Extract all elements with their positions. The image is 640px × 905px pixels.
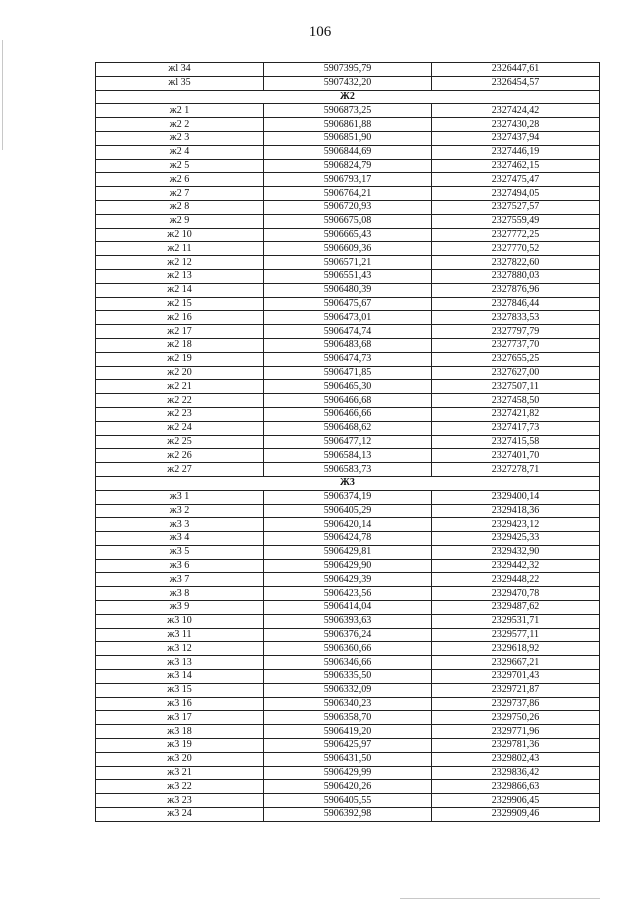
x-coordinate-cell: 5906844,69 xyxy=(264,145,432,159)
x-coordinate-cell: 5906571,21 xyxy=(264,256,432,270)
y-coordinate-cell: 2327822,60 xyxy=(432,256,600,270)
x-coordinate-cell: 5906583,73 xyxy=(264,463,432,477)
table-row xyxy=(96,559,600,573)
point-label-cell: ж2 5 xyxy=(96,159,264,173)
x-coordinate-cell: 5906419,20 xyxy=(264,725,432,739)
x-coordinate-cell: 5906340,23 xyxy=(264,697,432,711)
x-coordinate-cell: 5906358,70 xyxy=(264,711,432,725)
x-coordinate-cell: 5906376,24 xyxy=(264,628,432,642)
x-coordinate-cell: 5906466,68 xyxy=(264,394,432,408)
y-coordinate-cell: 2327430,28 xyxy=(432,118,600,132)
x-coordinate-cell: 5906346,66 xyxy=(264,656,432,670)
x-coordinate-cell: 5906551,43 xyxy=(264,269,432,283)
table-row xyxy=(96,449,600,463)
x-coordinate-cell: 5906861,88 xyxy=(264,118,432,132)
point-label-cell: ж3 17 xyxy=(96,711,264,725)
table-row xyxy=(96,642,600,656)
y-coordinate-cell: 2327559,49 xyxy=(432,214,600,228)
y-coordinate-cell: 2329701,43 xyxy=(432,670,600,684)
x-coordinate-cell: 5906609,36 xyxy=(264,242,432,256)
point-label-cell: ж2 25 xyxy=(96,435,264,449)
x-coordinate-cell: 5906474,73 xyxy=(264,352,432,366)
table-row xyxy=(96,518,600,532)
x-coordinate-cell: 5906335,50 xyxy=(264,670,432,684)
x-coordinate-cell: 5906420,26 xyxy=(264,780,432,794)
point-label-cell: ж3 23 xyxy=(96,794,264,808)
point-label-cell: ж3 6 xyxy=(96,559,264,573)
x-coordinate-cell: 5906475,67 xyxy=(264,297,432,311)
table-row xyxy=(96,366,600,380)
y-coordinate-cell: 2327737,70 xyxy=(432,338,600,352)
table-row xyxy=(96,118,600,132)
point-label-cell: ж2 1 xyxy=(96,104,264,118)
y-coordinate-cell: 2329771,96 xyxy=(432,725,600,739)
y-coordinate-cell: 2327833,53 xyxy=(432,311,600,325)
table-row xyxy=(96,683,600,697)
y-coordinate-cell: 2327278,71 xyxy=(432,463,600,477)
table-row xyxy=(96,214,600,228)
point-label-cell: ж3 9 xyxy=(96,601,264,615)
y-coordinate-cell: 2327417,73 xyxy=(432,421,600,435)
x-coordinate-cell: 5906584,13 xyxy=(264,449,432,463)
x-coordinate-cell: 5906466,66 xyxy=(264,407,432,421)
point-label-cell: ж2 7 xyxy=(96,187,264,201)
table-row xyxy=(96,808,600,822)
point-label-cell: ж3 19 xyxy=(96,739,264,753)
table-row xyxy=(96,573,600,587)
point-label-cell: ж3 12 xyxy=(96,642,264,656)
section-heading: Ж3 xyxy=(96,476,600,490)
point-label-cell: ж2 11 xyxy=(96,242,264,256)
table-row xyxy=(96,311,600,325)
y-coordinate-cell: 2327797,79 xyxy=(432,325,600,339)
point-label-cell: ж2 23 xyxy=(96,407,264,421)
point-label-cell: ж3 7 xyxy=(96,573,264,587)
y-coordinate-cell: 2329909,46 xyxy=(432,808,600,822)
x-coordinate-cell: 5906393,63 xyxy=(264,614,432,628)
y-coordinate-cell: 2326447,61 xyxy=(432,63,600,77)
point-label-cell: ж2 20 xyxy=(96,366,264,380)
table-row xyxy=(96,269,600,283)
y-coordinate-cell: 2329750,26 xyxy=(432,711,600,725)
x-coordinate-cell: 5906374,19 xyxy=(264,490,432,504)
point-label-cell: ж3 24 xyxy=(96,808,264,822)
table-row xyxy=(96,739,600,753)
y-coordinate-cell: 2329423,12 xyxy=(432,518,600,532)
point-label-cell: ж3 3 xyxy=(96,518,264,532)
coordinates-table-body xyxy=(96,63,600,822)
table-row xyxy=(96,242,600,256)
x-coordinate-cell: 5906474,74 xyxy=(264,325,432,339)
y-coordinate-cell: 2329442,32 xyxy=(432,559,600,573)
table-row xyxy=(96,421,600,435)
point-label-cell: ж2 27 xyxy=(96,463,264,477)
y-coordinate-cell: 2329667,21 xyxy=(432,656,600,670)
x-coordinate-cell: 5907395,79 xyxy=(264,63,432,77)
table-row xyxy=(96,601,600,615)
point-label-cell: ж2 10 xyxy=(96,228,264,242)
x-coordinate-cell: 5906483,68 xyxy=(264,338,432,352)
point-label-cell: ж3 4 xyxy=(96,532,264,546)
y-coordinate-cell: 2329781,36 xyxy=(432,739,600,753)
x-coordinate-cell: 5906332,09 xyxy=(264,683,432,697)
table-row xyxy=(96,407,600,421)
point-label-cell: ж3 21 xyxy=(96,766,264,780)
y-coordinate-cell: 2329470,78 xyxy=(432,587,600,601)
x-coordinate-cell: 5906423,56 xyxy=(264,587,432,601)
x-coordinate-cell: 5906405,29 xyxy=(264,504,432,518)
scan-artifact-bottom xyxy=(400,898,600,899)
y-coordinate-cell: 2327772,25 xyxy=(432,228,600,242)
x-coordinate-cell: 5906764,21 xyxy=(264,187,432,201)
y-coordinate-cell: 2327876,96 xyxy=(432,283,600,297)
point-label-cell: ж2 18 xyxy=(96,338,264,352)
section-heading-row xyxy=(96,476,600,490)
section-heading-row xyxy=(96,90,600,104)
y-coordinate-cell: 2329866,63 xyxy=(432,780,600,794)
table-row xyxy=(96,352,600,366)
y-coordinate-cell: 2327446,19 xyxy=(432,145,600,159)
point-label-cell: ж2 12 xyxy=(96,256,264,270)
y-coordinate-cell: 2329737,86 xyxy=(432,697,600,711)
point-label-cell: ж3 18 xyxy=(96,725,264,739)
point-label-cell: ж2 15 xyxy=(96,297,264,311)
x-coordinate-cell: 5906392,98 xyxy=(264,808,432,822)
table-row xyxy=(96,187,600,201)
point-label-cell: ж2 3 xyxy=(96,131,264,145)
y-coordinate-cell: 2329721,87 xyxy=(432,683,600,697)
y-coordinate-cell: 2327437,94 xyxy=(432,131,600,145)
point-label-cell: ж3 8 xyxy=(96,587,264,601)
y-coordinate-cell: 2329906,45 xyxy=(432,794,600,808)
table-row xyxy=(96,766,600,780)
y-coordinate-cell: 2329531,71 xyxy=(432,614,600,628)
y-coordinate-cell: 2327462,15 xyxy=(432,159,600,173)
x-coordinate-cell: 5906851,90 xyxy=(264,131,432,145)
x-coordinate-cell: 5906429,99 xyxy=(264,766,432,780)
x-coordinate-cell: 5906873,25 xyxy=(264,104,432,118)
table-row xyxy=(96,145,600,159)
y-coordinate-cell: 2329418,36 xyxy=(432,504,600,518)
table-row xyxy=(96,697,600,711)
table-row xyxy=(96,711,600,725)
table-row xyxy=(96,228,600,242)
y-coordinate-cell: 2327475,47 xyxy=(432,173,600,187)
point-label-cell: ж2 4 xyxy=(96,145,264,159)
x-coordinate-cell: 5906793,17 xyxy=(264,173,432,187)
point-label-cell: ж2 17 xyxy=(96,325,264,339)
y-coordinate-cell: 2329487,62 xyxy=(432,601,600,615)
table-row xyxy=(96,200,600,214)
x-coordinate-cell: 5906675,08 xyxy=(264,214,432,228)
table-row xyxy=(96,76,600,90)
y-coordinate-cell: 2327507,11 xyxy=(432,380,600,394)
y-coordinate-cell: 2329577,11 xyxy=(432,628,600,642)
x-coordinate-cell: 5906473,01 xyxy=(264,311,432,325)
x-coordinate-cell: 5906360,66 xyxy=(264,642,432,656)
y-coordinate-cell: 2327527,57 xyxy=(432,200,600,214)
table-row xyxy=(96,752,600,766)
point-label-cell: ж2 21 xyxy=(96,380,264,394)
point-label-cell: ж3 15 xyxy=(96,683,264,697)
x-coordinate-cell: 5906424,78 xyxy=(264,532,432,546)
x-coordinate-cell: 5906429,90 xyxy=(264,559,432,573)
y-coordinate-cell: 2327846,44 xyxy=(432,297,600,311)
table-row xyxy=(96,104,600,118)
x-coordinate-cell: 5906465,30 xyxy=(264,380,432,394)
point-label-cell: жl 34 xyxy=(96,63,264,77)
table-row xyxy=(96,670,600,684)
x-coordinate-cell: 5906477,12 xyxy=(264,435,432,449)
y-coordinate-cell: 2329400,14 xyxy=(432,490,600,504)
y-coordinate-cell: 2329448,22 xyxy=(432,573,600,587)
table-row xyxy=(96,380,600,394)
y-coordinate-cell: 2327421,82 xyxy=(432,407,600,421)
scan-artifact-left xyxy=(2,40,3,150)
point-label-cell: ж2 16 xyxy=(96,311,264,325)
section-heading: Ж2 xyxy=(96,90,600,104)
table-row xyxy=(96,463,600,477)
x-coordinate-cell: 5906414,04 xyxy=(264,601,432,615)
table-row xyxy=(96,173,600,187)
point-label-cell: ж3 2 xyxy=(96,504,264,518)
table-row xyxy=(96,256,600,270)
table-row xyxy=(96,63,600,77)
table-row xyxy=(96,435,600,449)
table-row xyxy=(96,725,600,739)
x-coordinate-cell: 5906665,43 xyxy=(264,228,432,242)
x-coordinate-cell: 5906429,39 xyxy=(264,573,432,587)
table-row xyxy=(96,587,600,601)
table-row xyxy=(96,394,600,408)
x-coordinate-cell: 5906480,39 xyxy=(264,283,432,297)
point-label-cell: ж3 10 xyxy=(96,614,264,628)
table-row xyxy=(96,780,600,794)
y-coordinate-cell: 2327627,00 xyxy=(432,366,600,380)
point-label-cell: ж2 26 xyxy=(96,449,264,463)
x-coordinate-cell: 5906720,93 xyxy=(264,200,432,214)
y-coordinate-cell: 2329836,42 xyxy=(432,766,600,780)
table-row xyxy=(96,325,600,339)
point-label-cell: ж3 20 xyxy=(96,752,264,766)
y-coordinate-cell: 2329618,92 xyxy=(432,642,600,656)
point-label-cell: ж2 9 xyxy=(96,214,264,228)
point-label-cell: ж3 11 xyxy=(96,628,264,642)
point-label-cell: ж2 2 xyxy=(96,118,264,132)
y-coordinate-cell: 2327655,25 xyxy=(432,352,600,366)
table-row xyxy=(96,545,600,559)
point-label-cell: ж2 19 xyxy=(96,352,264,366)
x-coordinate-cell: 5906468,62 xyxy=(264,421,432,435)
table-row xyxy=(96,338,600,352)
y-coordinate-cell: 2327415,58 xyxy=(432,435,600,449)
y-coordinate-cell: 2327770,52 xyxy=(432,242,600,256)
point-label-cell: ж2 14 xyxy=(96,283,264,297)
point-label-cell: ж2 13 xyxy=(96,269,264,283)
point-label-cell: ж3 22 xyxy=(96,780,264,794)
table-row xyxy=(96,490,600,504)
point-label-cell: ж3 1 xyxy=(96,490,264,504)
y-coordinate-cell: 2327880,03 xyxy=(432,269,600,283)
point-label-cell: ж2 22 xyxy=(96,394,264,408)
x-coordinate-cell: 5907432,20 xyxy=(264,76,432,90)
y-coordinate-cell: 2327401,70 xyxy=(432,449,600,463)
point-label-cell: ж2 8 xyxy=(96,200,264,214)
y-coordinate-cell: 2327424,42 xyxy=(432,104,600,118)
page-number: 106 xyxy=(308,24,332,40)
x-coordinate-cell: 5906425,97 xyxy=(264,739,432,753)
x-coordinate-cell: 5906471,85 xyxy=(264,366,432,380)
point-label-cell: ж2 24 xyxy=(96,421,264,435)
point-label-cell: ж2 6 xyxy=(96,173,264,187)
x-coordinate-cell: 5906405,55 xyxy=(264,794,432,808)
table-row xyxy=(96,159,600,173)
point-label-cell: жl 35 xyxy=(96,76,264,90)
y-coordinate-cell: 2329432,90 xyxy=(432,545,600,559)
table-row xyxy=(96,283,600,297)
table-row xyxy=(96,794,600,808)
table-row xyxy=(96,504,600,518)
point-label-cell: ж3 5 xyxy=(96,545,264,559)
point-label-cell: ж3 13 xyxy=(96,656,264,670)
x-coordinate-cell: 5906429,81 xyxy=(264,545,432,559)
table-row xyxy=(96,614,600,628)
x-coordinate-cell: 5906824,79 xyxy=(264,159,432,173)
point-label-cell: ж3 14 xyxy=(96,670,264,684)
table-row xyxy=(96,628,600,642)
x-coordinate-cell: 5906420,14 xyxy=(264,518,432,532)
y-coordinate-cell: 2329425,33 xyxy=(432,532,600,546)
coordinates-table xyxy=(95,62,600,822)
table-row xyxy=(96,297,600,311)
table-row xyxy=(96,656,600,670)
y-coordinate-cell: 2327494,05 xyxy=(432,187,600,201)
x-coordinate-cell: 5906431,50 xyxy=(264,752,432,766)
y-coordinate-cell: 2327458,50 xyxy=(432,394,600,408)
y-coordinate-cell: 2326454,57 xyxy=(432,76,600,90)
table-row xyxy=(96,532,600,546)
point-label-cell: ж3 16 xyxy=(96,697,264,711)
table-row xyxy=(96,131,600,145)
y-coordinate-cell: 2329802,43 xyxy=(432,752,600,766)
